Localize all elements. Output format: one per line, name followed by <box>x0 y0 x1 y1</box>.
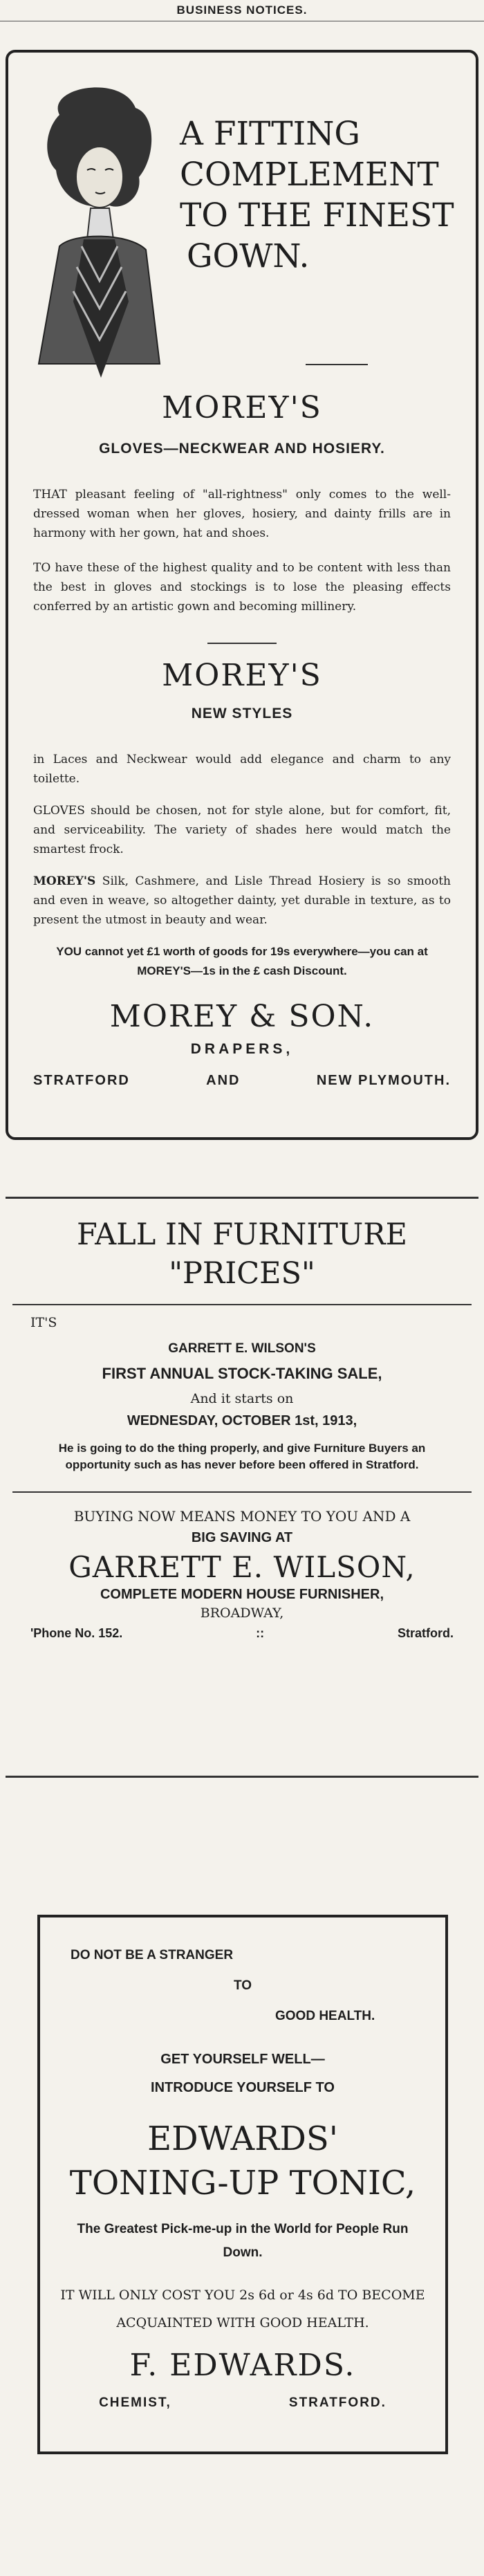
paragraph-lead: MOREY'S <box>33 874 96 888</box>
page-header: BUSINESS NOTICES. <box>0 0 484 21</box>
town-name: Stratford. <box>398 1626 454 1640</box>
headline-line: GOWN. <box>187 237 310 275</box>
discount-notice: YOU cannot yet £1 worth of goods for 19s everywhere—you can at MOREY'S—1s in the £ cash Discount. <box>56 945 428 977</box>
paragraph-text: Silk, Cashmere, and Lisle Thread Hosiery is so smooth and even in weave, so altogether dainty, yet durable in texture, as to present the utmost in beauty and wear. <box>33 874 451 927</box>
contact-row <box>6 1621 478 1641</box>
tonic-name: TONING-UP TONIC, <box>69 2164 416 2202</box>
broadway-line: BROADWAY, <box>200 1606 284 1621</box>
buying-now-line: BUYING NOW MEANS MONEY TO YOU AND A <box>73 1508 411 1525</box>
ad1-headline <box>180 113 477 277</box>
sale-description: He is going to do the thing properly, and give Furniture Buyers an opportunity such as has never before been offered in Stratford. <box>58 1442 426 1471</box>
brand-title: MOREY'S <box>162 390 322 425</box>
to-line: TO <box>233 1978 252 1993</box>
paragraph: TO have these of the highest quality and to be content with less than the best in gloves and stockings is to lose the pleasing effects conferred by an artistic gown and becoming millinery. <box>33 561 451 614</box>
phone-number: 'Phone No. 152. <box>30 1626 123 1640</box>
divider <box>12 1491 472 1493</box>
introduce-line: INTRODUCE YOURSELF TO <box>151 2080 335 2095</box>
ad2-headline-prices: "PRICES" <box>169 1256 315 1291</box>
big-saving-line: BIG SAVING AT <box>191 1530 293 1545</box>
chemist-town: STRATFORD. <box>288 2395 387 2410</box>
location-and: AND <box>206 1073 241 1088</box>
headline-line: TO THE FINEST <box>180 196 454 234</box>
wilson-name-line: GARRETT E. WILSON'S <box>168 1341 316 1356</box>
location-new-plymouth: NEW PLYMOUTH. <box>316 1073 451 1088</box>
wilson-big-name: GARRETT E. WILSON, <box>68 1550 416 1584</box>
chemist-name: F. EDWARDS. <box>129 2348 356 2383</box>
woman-portrait-illustration <box>18 73 169 385</box>
paragraph: THAT pleasant feeling of "all-rightness" only comes to the well-dressed woman when her gloves, hosiery, and dainty frills are in harmony with her gown, hat and shoes. <box>33 488 451 540</box>
starts-on-line: And it starts on <box>190 1391 294 1406</box>
separator: :: <box>256 1626 265 1640</box>
headline-line: COMPLEMENT <box>180 156 439 194</box>
chemist-label: CHEMIST, <box>99 2395 171 2410</box>
furnisher-line: COMPLETE MODERN HOUSE FURNISHER, <box>100 1587 384 1602</box>
locations-row <box>8 1073 476 1089</box>
its-label: IT'S <box>30 1315 57 1330</box>
paragraph: in Laces and Neckwear would add elegance and charm to any toilette. <box>33 753 451 786</box>
stranger-line: DO NOT BE A STRANGER <box>71 1948 234 1962</box>
headline-line: A FITTING <box>180 115 360 153</box>
product-subtitle: NEW STYLES <box>191 706 293 721</box>
brand-title: MOREY'S <box>162 658 322 693</box>
chemist-footer-row <box>40 2395 445 2411</box>
paragraph: GLOVES should be chosen, not for style alone, but for comfort, fit, and serviceability. The variety of shades here would match the smartest frock. <box>33 804 451 856</box>
sale-date: WEDNESDAY, OCTOBER 1st, 1913, <box>127 1413 357 1428</box>
divider <box>207 643 277 644</box>
tonic-maker: EDWARDS' <box>147 2119 338 2158</box>
sale-title: FIRST ANNUAL STOCK-TAKING SALE, <box>102 1365 382 1382</box>
product-subtitle: GLOVES—NECKWEAR AND HOSIERY. <box>99 441 385 457</box>
location-stratford: STRATFORD <box>33 1073 130 1088</box>
paragraph <box>8 872 476 930</box>
good-health-line: GOOD HEALTH. <box>275 2009 375 2023</box>
divider <box>306 364 368 365</box>
trade-label: DRAPERS, <box>190 1041 294 1057</box>
get-well-line: GET YOURSELF WELL— <box>160 2052 325 2067</box>
ad2-headline: FALL IN FURNITURE <box>77 1217 407 1252</box>
moreys-advertisement <box>6 50 478 1140</box>
firm-name: MOREY & SON. <box>109 999 375 1034</box>
cost-line: IT WILL ONLY COST YOU 2s 6d or 4s 6d TO BECOME ACQUAINTED WITH GOOD HEALTH. <box>60 2288 425 2330</box>
wilson-furniture-advertisement <box>6 1197 478 1778</box>
pick-me-up-line: The Greatest Pick-me-up in the World for People Run Down. <box>77 2222 409 2260</box>
edwards-tonic-advertisement <box>37 1915 448 2454</box>
